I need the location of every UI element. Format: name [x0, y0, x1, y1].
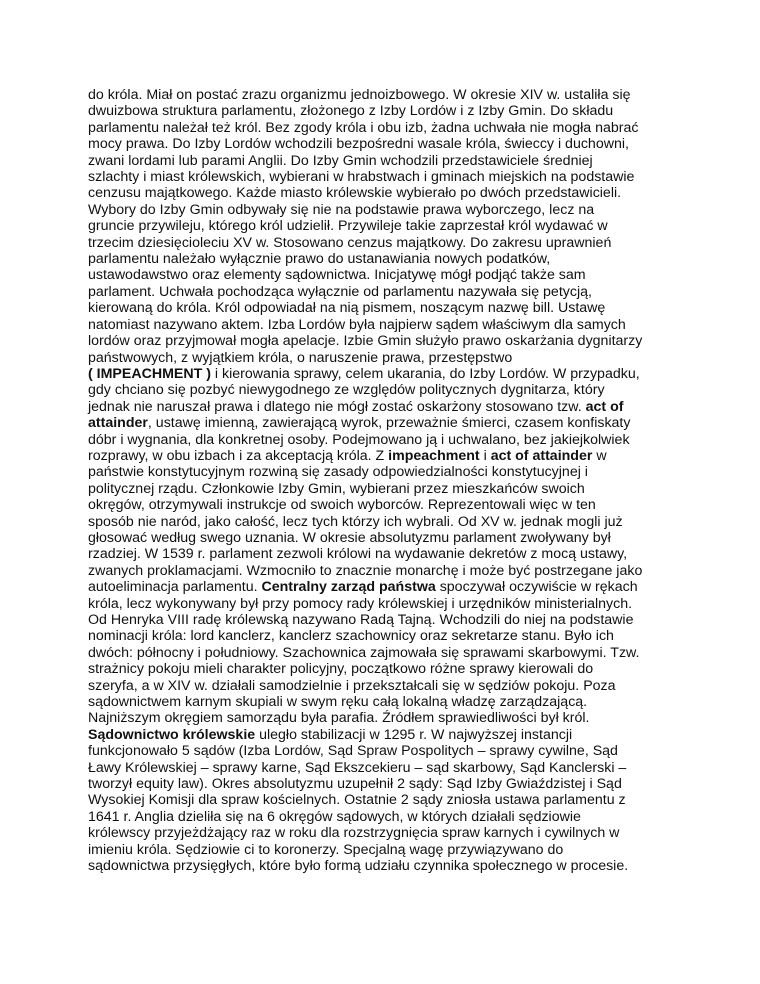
text-segment: Najniższym okręgiem samorządu była parafia. Źródłem sprawiedliwości był król.: [88, 710, 590, 727]
text-segment: politycznej rządu. Członkowie Izby Gmin, wybierani przez mieszkańców swoich: [88, 480, 585, 497]
text-segment: szlachty i miast królewskich, wybierani w hrabstwach i gminach miejskich na podstawie: [88, 169, 635, 186]
text-segment: zwanych proklamacjami. Wzmocniło to znacznie monarchę i może być postrzegane jako: [88, 562, 643, 579]
text-line: [88, 809, 688, 825]
text-line: [88, 678, 688, 694]
text-segment: okręgów, otrzymywali instrukcje od swoich wyborców. Reprezentowali więc w ten: [88, 497, 596, 514]
bold-term: Centralny zarząd państwa: [261, 579, 436, 596]
text-line: [88, 661, 688, 677]
text-segment: lordów oraz przyjmował mogła apelacje. Izbie Gmin służyło prawo oskarżania dygnitarzy: [88, 333, 643, 350]
text-line: [88, 300, 688, 316]
text-segment: królewscy przyjeżdżający raz w roku dla rozstrzygnięcia spraw karnych i cywilnych w: [88, 825, 620, 842]
bold-term: ( IMPEACHMENT ): [88, 365, 211, 382]
text-line: [88, 103, 688, 119]
text-segment: w: [592, 447, 607, 464]
text-line: [88, 694, 688, 710]
text-segment: zwani lordami lub parami Anglii. Do Izby Gmin wchodzili przedstawiciele średniej: [88, 152, 593, 169]
text-line: [88, 267, 688, 283]
text-line: [88, 727, 688, 743]
text-line: [88, 579, 688, 595]
text-segment: autoeliminacja parlamentu.: [88, 579, 262, 596]
text-segment: jednak nie naruszał prawa i dlatego nie mógł zostać oskarżony stosowano tzw.: [88, 398, 586, 415]
text-line: [88, 825, 688, 841]
text-line: [88, 153, 688, 169]
text-line: [88, 760, 688, 776]
bold-term: act of: [585, 398, 624, 415]
bold-term: impeachment: [388, 447, 480, 464]
text-segment: sądownictwa przysięgłych, które było formą udziału czynnika społecznego w procesie.: [88, 858, 629, 875]
text-segment: dwóch: północny i południowy. Szachownica zajmowała się sprawami skarbowymi. Tzw.: [88, 644, 640, 661]
text-segment: mocy prawa. Do Izby Lordów wchodzili bezpośredni wasale króla, świeccy i duchowni,: [88, 136, 629, 153]
text-segment: i: [479, 447, 491, 464]
text-segment: sposób nie naród, jako całość, lecz tych którzy ich wybrali. Od XV w. jednak mogli już: [88, 513, 623, 530]
text-segment: cenzusu majątkowego. Każde miasto królewskie wybierało po dwóch przedstawicieli.: [88, 185, 622, 202]
text-line: [88, 530, 688, 546]
text-line: [88, 317, 688, 333]
text-segment: szeryfa, a w XIV w. działali samodzielnie i przekształcali się w sędziów pokoju. Poza: [88, 677, 616, 694]
text-line: [88, 710, 688, 726]
text-line: [88, 284, 688, 300]
text-segment: , ustawę imienną, zawierającą wyrok, przeważnie śmierci, czasem konfiskaty: [147, 415, 631, 432]
text-line: [88, 120, 688, 136]
text-line: [88, 399, 688, 415]
text-line: [88, 464, 688, 480]
text-segment: parlamentu należało wyłącznie prawo do ustanawiania nowych podatków,: [88, 251, 551, 268]
text-line: [88, 202, 688, 218]
text-segment: dóbr i wygnania, dla konkretnej osoby. Podejmowano ją i uchwalano, bez jakiejkolwiek: [88, 431, 630, 448]
text-line: [88, 169, 688, 185]
text-segment: parlament. Uchwała pochodząca wyłącznie od parlamentu nazywała się petycją,: [88, 283, 592, 300]
text-segment: funkcjonowało 5 sądów (Izba Lordów, Sąd Spraw Pospolitych – sprawy cywilne, Sąd: [88, 743, 618, 760]
text-segment: uległo stabilizacji w 1295 r. W najwyższej instancji: [255, 726, 573, 743]
text-segment: głosować według swego uznania. W okresie absolutyzmu parlament zwoływany był: [88, 529, 611, 546]
text-line: [88, 235, 688, 251]
text-line: [88, 432, 688, 448]
text-line: [88, 415, 688, 431]
text-line: [88, 858, 688, 874]
text-line: [88, 514, 688, 530]
text-segment: i kierowania sprawy, celem ukarania, do Izby Lordów. W przypadku,: [210, 365, 640, 382]
text-line: [88, 251, 688, 267]
text-segment: trzecim dziesięcioleciu XV w. Stosowano cenzus majątkowy. Do zakresu uprawnień: [88, 234, 612, 251]
text-segment: parlamentu należał też król. Bez zgody króla i obu izb, żadna uchwała nie mogła nabrać: [88, 119, 639, 136]
text-line: [88, 776, 688, 792]
text-line: [88, 136, 688, 152]
text-line: [88, 481, 688, 497]
text-line: [88, 218, 688, 234]
text-line: [88, 546, 688, 562]
text-line: [88, 743, 688, 759]
text-line: [88, 792, 688, 808]
text-segment: rozprawy, w obu izbach i za akceptacją króla. Z: [88, 447, 389, 464]
text-segment: tworzył equity law). Okres absolutyzmu uzupełnił 2 sądy: Sąd Izby Gwiaździstej i Sąd: [88, 776, 622, 793]
text-segment: nominacji króla: lord kanclerz, kanclerz szachownicy oraz sekretarze stanu. Było ich: [88, 628, 614, 645]
bold-term: act of attainder: [490, 447, 593, 464]
text-line: [88, 87, 688, 103]
text-line: [88, 185, 688, 201]
document-page: [88, 87, 688, 875]
text-segment: gruncie przywileju, którego król udzielił. Przywileje takie zaprzestał król wydawać w: [88, 218, 608, 235]
text-segment: imieniu króla. Sędziowie ci to koronerzy. Specjalną wagę przywiązywano do: [88, 841, 564, 858]
text-segment: rzadziej. W 1539 r. parlament zezwoli królowi na wydawanie dekretów z mocą ustawy,: [88, 546, 628, 563]
text-line: [88, 645, 688, 661]
text-segment: 1641 r. Anglia dzieliła się na 6 okręgów sądowych, w których działali sędziowie: [88, 808, 581, 825]
text-segment: Od Henryka VIII radę królewską nazywano Radą Tajną. Wchodzili do niej na podstawie: [88, 612, 634, 628]
text-line: [88, 350, 688, 366]
text-line: [88, 628, 688, 644]
text-line: [88, 596, 688, 612]
text-line: [88, 366, 688, 382]
text-segment: do króla. Miał on postać zrazu organizmu jednoizbowego. W okresie XIV w. ustaliła się: [88, 87, 631, 103]
text-line: [88, 448, 688, 464]
text-line: [88, 563, 688, 579]
text-segment: kierowaną do króla. Król odpowiadał na nią pismem, noszącym nazwę bill. Ustawę: [88, 300, 606, 317]
text-segment: Ławy Królewskiej – sprawy karne, Sąd Ekszcekieru – sąd skarbowy, Sąd Kanclerski –: [88, 759, 627, 776]
text-line: [88, 842, 688, 858]
text-line: [88, 333, 688, 349]
text-segment: spoczywał oczywiście w rękach: [435, 579, 638, 596]
text-line: [88, 612, 688, 628]
text-segment: strażnicy pokoju mieli charakter policyjny, początkowo różne sprawy kierowali do: [88, 661, 594, 678]
text-segment: gdy chciano się pozbyć niewygodnego ze względów politycznych dygnitarza, który: [88, 382, 605, 399]
text-segment: Wybory do Izby Gmin odbywały się nie na podstawie prawa wyborczego, lecz na: [88, 201, 595, 218]
text-line: [88, 382, 688, 398]
text-segment: państwowych, z wyjątkiem króla, o naruszenie prawa, przestępstwo: [88, 349, 513, 366]
text-segment: sądownictwem karnym skupiali w swym ręku całą lokalną władzę zarządzającą.: [88, 694, 588, 711]
text-segment: Wysokiej Komisji dla spraw kościelnych. Ostatnie 2 sądy zniosła ustawa parlamentu z: [88, 792, 626, 809]
text-segment: króla, lecz wykonywany był przy pomocy rady królewskiej i urzędników ministerialnych.: [88, 595, 633, 612]
bold-term: Sądownictwo królewskie: [88, 726, 256, 743]
text-segment: ustawodawstwo oraz elementy sądownictwa. Inicjatywę mógł podjąć także sam: [88, 267, 586, 284]
text-line: [88, 497, 688, 513]
text-segment: natomiast nazywano aktem. Izba Lordów była najpierw sądem właściwym dla samych: [88, 316, 626, 333]
bold-term: attainder: [88, 415, 148, 432]
text-segment: dwuizbowa struktura parlamentu, złożonego z Izby Lordów i z Izby Gmin. Do składu: [88, 103, 614, 120]
text-segment: państwie konstytucyjnym rozwiną się zasady odpowiedzialności konstytucyjnej i: [88, 464, 588, 481]
